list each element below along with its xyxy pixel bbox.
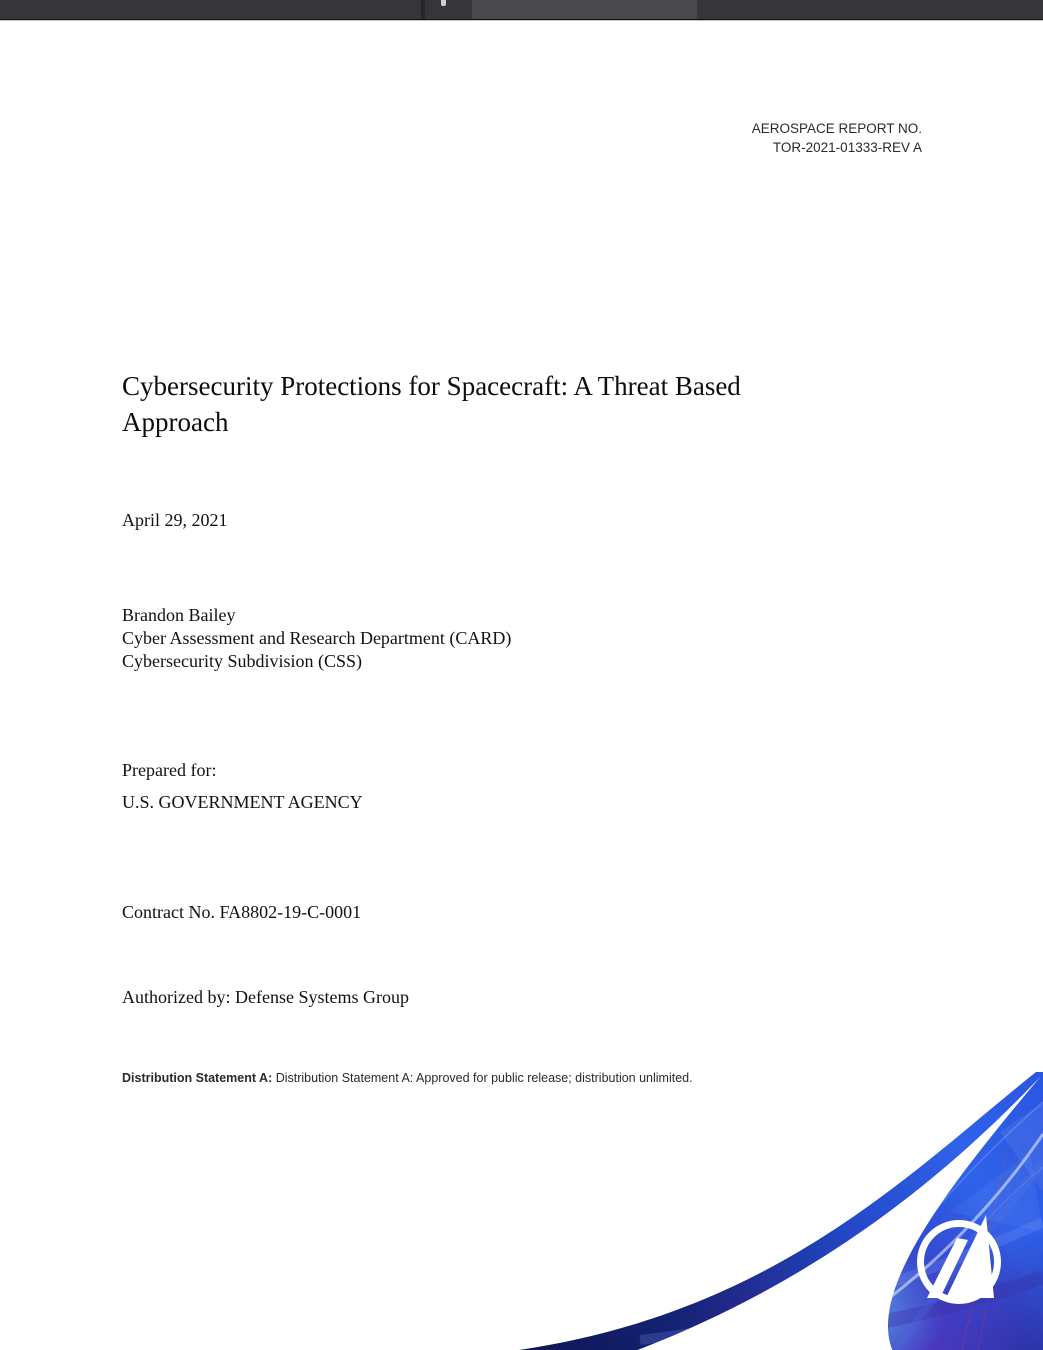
contract-number: Contract No. FA8802-19-C-0001: [122, 902, 362, 922]
report-number-label: AEROSPACE REPORT NO.: [751, 121, 922, 136]
distribution-statement-text: Distribution Statement A: Approved for public release; distribution unlimited.: [272, 1071, 693, 1085]
toolbar-separator: [421, 0, 425, 19]
report-number-block: [752, 119, 922, 157]
author-department: Cyber Assessment and Research Department (CARD): [122, 628, 512, 648]
page-title-line2: Approach: [122, 407, 229, 437]
authorized-by: Authorized by: Defense Systems Group: [122, 987, 409, 1007]
author-subdivision: Cybersecurity Subdivision (CSS): [122, 651, 363, 671]
distribution-statement-label: Distribution Statement A:: [122, 1071, 273, 1085]
viewer-toolbar: [0, 0, 1043, 20]
author-block: [122, 604, 511, 673]
toolbar-control-box[interactable]: [472, 0, 697, 19]
page-title: [122, 368, 741, 440]
page-top-edge: [0, 20, 1043, 21]
prepared-for-label: Prepared for:: [122, 760, 217, 780]
page-title-line1: Cybersecurity Protections for Spacecraft: A Threat Based: [122, 371, 741, 401]
prepared-for-agency: U.S. GOVERNMENT AGENCY: [122, 792, 363, 812]
author-name: Brandon Bailey: [122, 605, 236, 625]
toolbar-caret-icon[interactable]: [441, 0, 446, 6]
report-number-value: TOR-2021-01333-REV A: [772, 140, 922, 155]
aerospace-swoosh-graphic: [0, 1072, 1043, 1350]
report-date: April 29, 2021: [122, 510, 228, 530]
